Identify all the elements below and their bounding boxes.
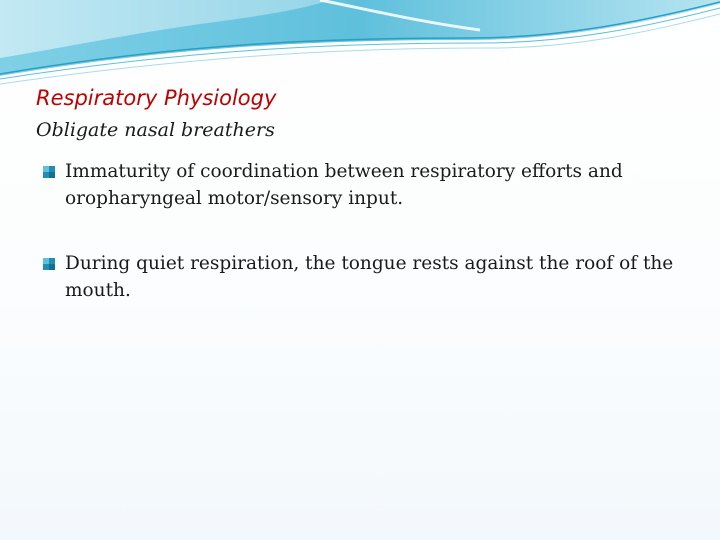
bullet-text: Immaturity of coordination between respiratory efforts and oropharyngeal motor/sensory input. xyxy=(65,161,623,209)
slide-title: Respiratory Physiology xyxy=(36,86,277,110)
square-bullet-icon xyxy=(42,257,56,271)
header-swoosh-decoration xyxy=(0,0,720,100)
slide-subtitle: Obligate nasal breathers xyxy=(36,119,275,141)
bullet-list xyxy=(40,158,690,304)
bullet-text: During quiet respiration, the tongue rests against the roof of the mouth. xyxy=(65,253,674,301)
bullet-item xyxy=(40,250,690,304)
square-bullet-icon xyxy=(42,165,56,179)
bullet-item xyxy=(40,158,690,212)
